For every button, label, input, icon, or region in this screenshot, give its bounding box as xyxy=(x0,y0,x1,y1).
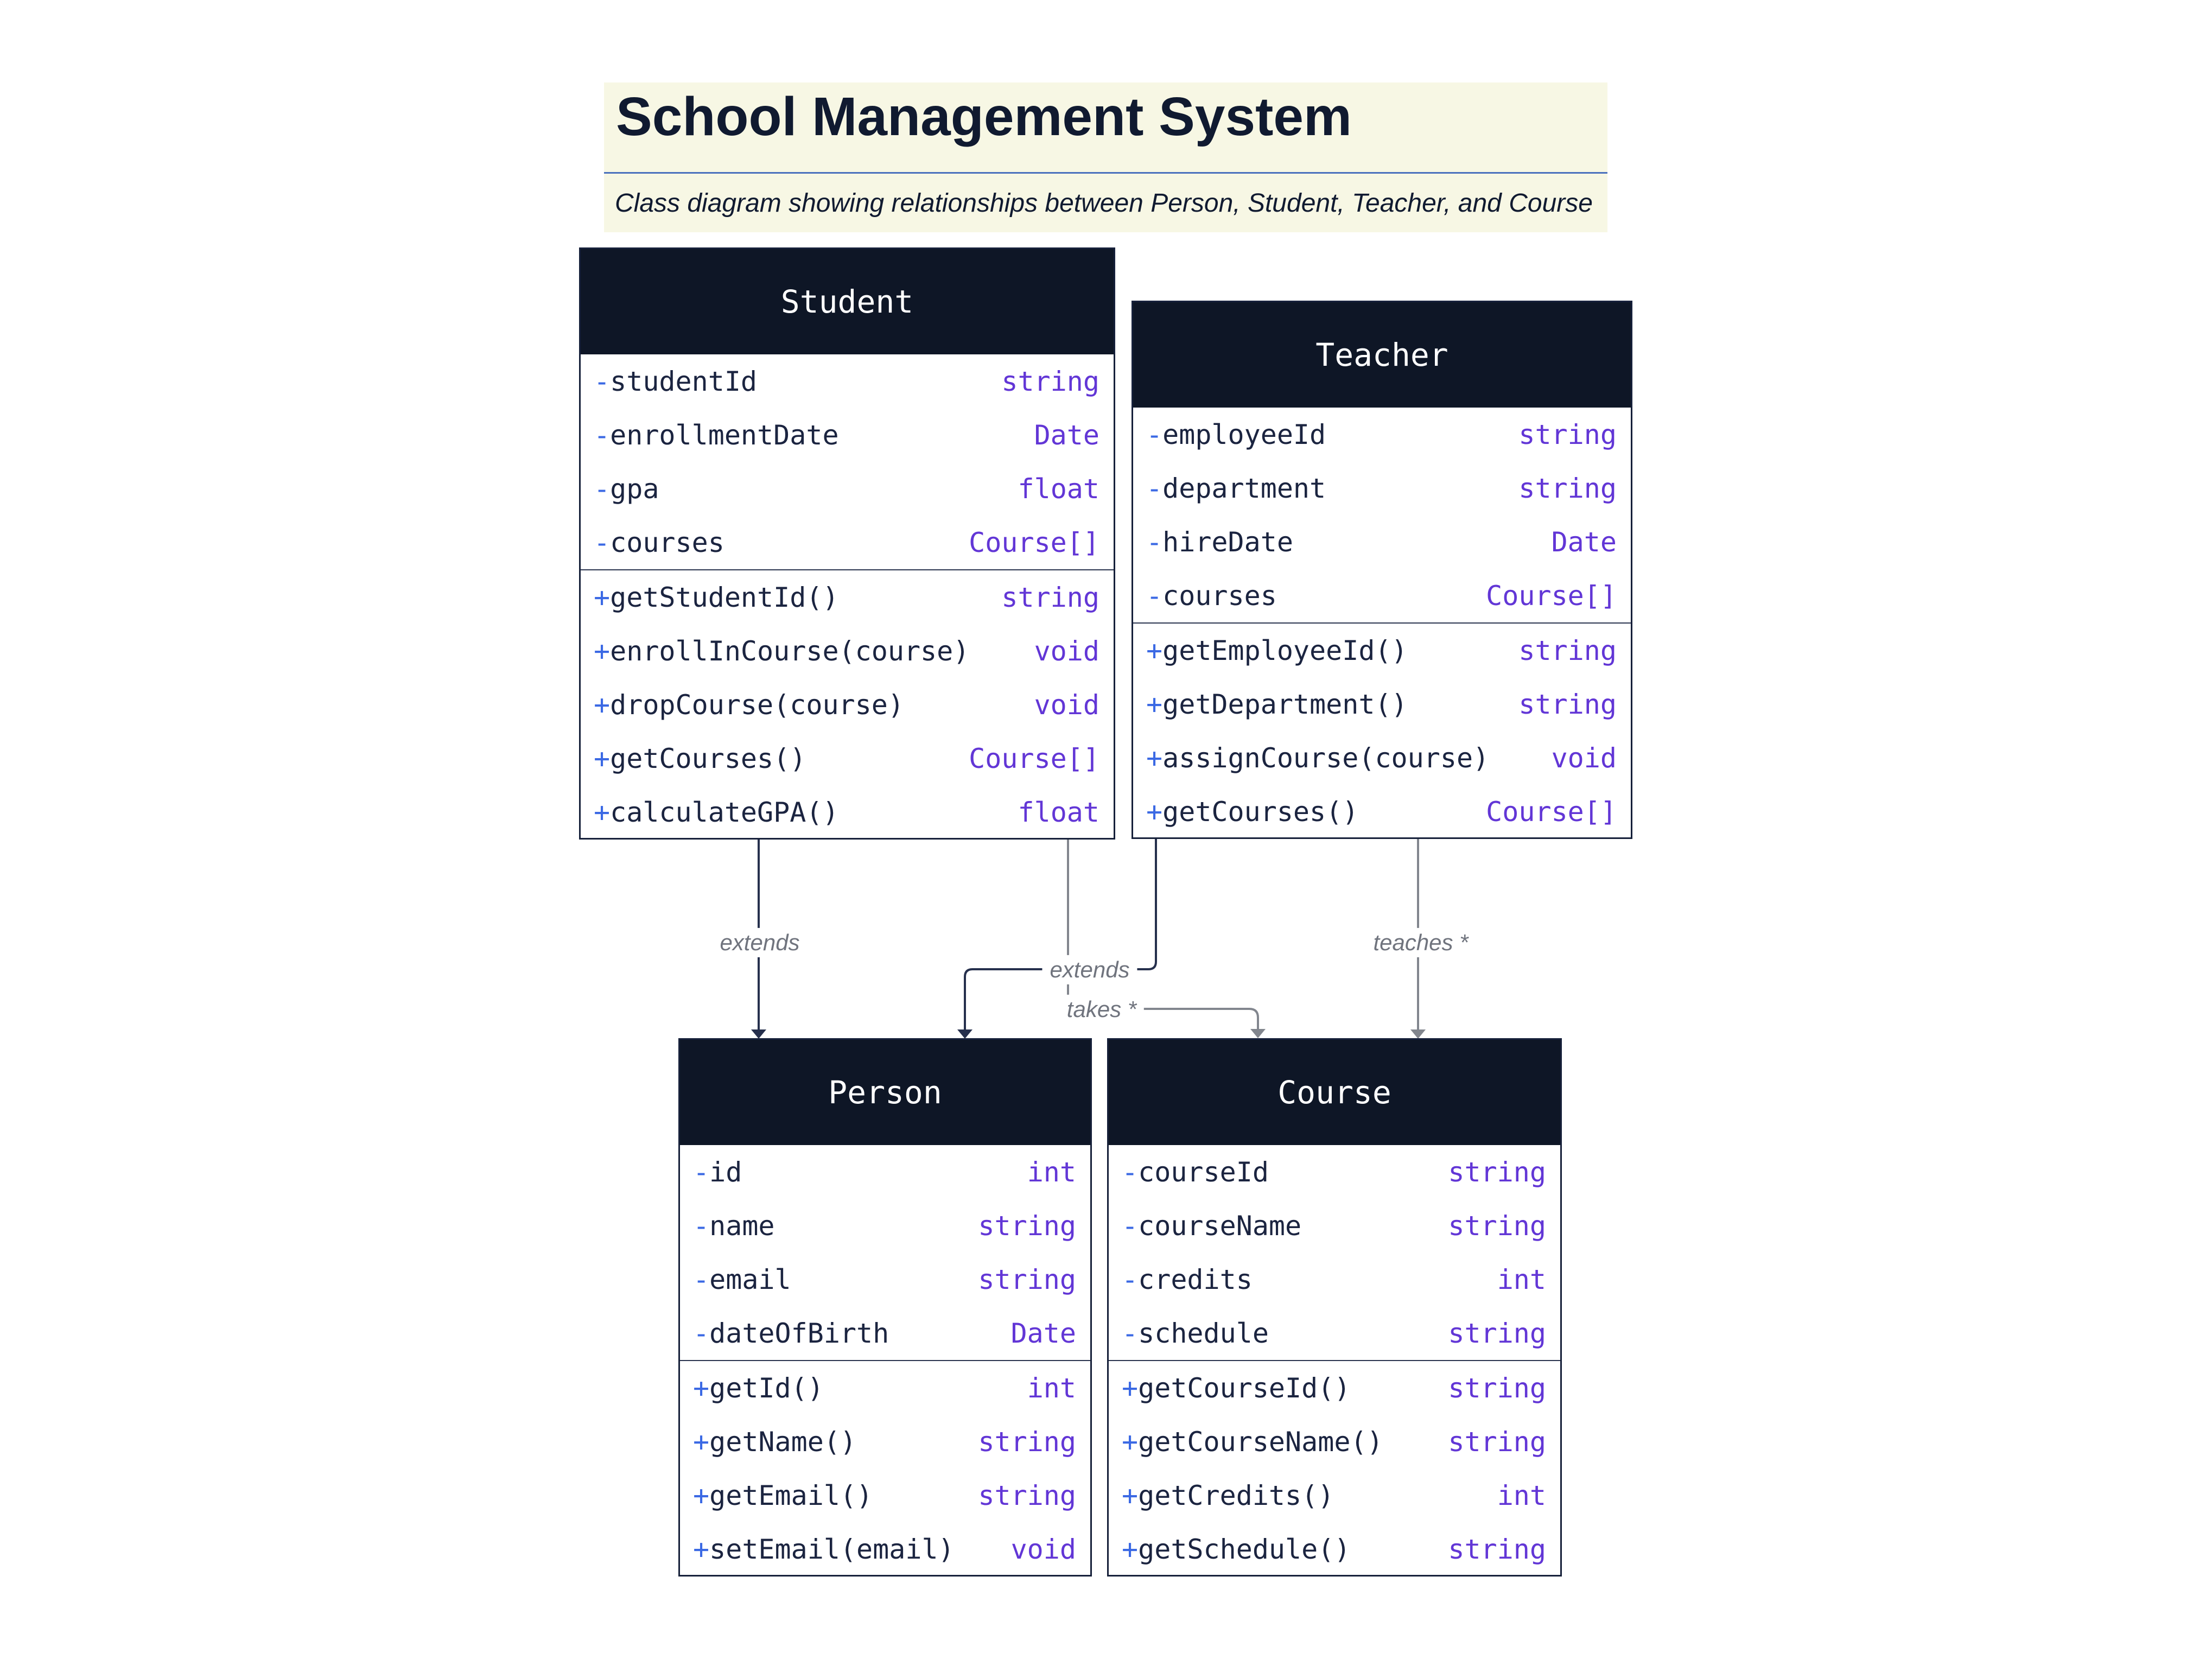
member-type: int xyxy=(1497,1479,1546,1511)
attributes-section xyxy=(1109,1145,1560,1360)
member-row xyxy=(680,1253,1090,1306)
member-type: Course[] xyxy=(1486,796,1617,828)
member-visibility: - xyxy=(693,1317,710,1349)
member-name: id xyxy=(709,1156,742,1188)
member-visibility: + xyxy=(594,635,611,667)
member-visibility: + xyxy=(594,581,611,613)
member-name: name xyxy=(709,1210,775,1242)
member-visibility: + xyxy=(1146,796,1163,828)
member-row xyxy=(581,624,1114,678)
member-visibility: + xyxy=(1122,1533,1139,1565)
edge-label-takes-student-course: takes * xyxy=(1059,995,1144,1024)
member-visibility: - xyxy=(693,1263,710,1295)
class-box-student xyxy=(579,247,1115,840)
member-type: Date xyxy=(1034,419,1099,451)
member-name: courses xyxy=(1162,580,1277,612)
member-visibility: - xyxy=(1146,472,1163,504)
member-name: getSchedule() xyxy=(1138,1533,1351,1565)
class-title-course: Course xyxy=(1109,1040,1560,1145)
member-visibility: + xyxy=(693,1479,710,1511)
member-name: gpa xyxy=(610,473,659,505)
member-visibility: - xyxy=(1122,1156,1139,1188)
member-visibility: + xyxy=(1146,688,1163,720)
member-type: string xyxy=(1518,472,1617,504)
member-row xyxy=(581,570,1114,624)
member-visibility: - xyxy=(594,473,611,505)
member-name: getCourseId() xyxy=(1138,1372,1351,1404)
member-type: int xyxy=(1497,1263,1546,1295)
member-type: string xyxy=(978,1426,1076,1458)
member-type: string xyxy=(1518,418,1617,450)
member-type: Course[] xyxy=(969,526,1099,558)
member-name: courseName xyxy=(1138,1210,1302,1242)
member-name: credits xyxy=(1138,1263,1253,1295)
member-name: calculateGPA() xyxy=(610,796,839,828)
edge-label-extends-teacher-person: extends xyxy=(1042,955,1137,984)
class-members-teacher xyxy=(1133,408,1631,838)
member-visibility: - xyxy=(1122,1317,1139,1349)
member-visibility: + xyxy=(1122,1479,1139,1511)
class-box-teacher xyxy=(1132,301,1632,839)
edge-label-extends-student-person: extends xyxy=(712,928,807,957)
member-type: int xyxy=(1027,1156,1076,1188)
member-visibility: + xyxy=(693,1372,710,1404)
member-type: string xyxy=(1518,688,1617,720)
attributes-section xyxy=(1133,408,1631,622)
member-type: string xyxy=(1448,1156,1546,1188)
methods-section xyxy=(581,569,1114,839)
member-name: getCredits() xyxy=(1138,1479,1334,1511)
member-name: getCourses() xyxy=(610,742,806,774)
member-row xyxy=(1109,1199,1560,1253)
member-visibility: - xyxy=(693,1156,710,1188)
member-visibility: - xyxy=(594,526,611,558)
member-name: setEmail(email) xyxy=(709,1533,955,1565)
member-row xyxy=(1109,1415,1560,1469)
member-name: getName() xyxy=(709,1426,857,1458)
member-row xyxy=(1109,1145,1560,1199)
member-row xyxy=(1109,1469,1560,1522)
member-type: void xyxy=(1010,1533,1076,1565)
class-title-person: Person xyxy=(680,1040,1090,1145)
member-row xyxy=(581,732,1114,785)
member-row xyxy=(680,1306,1090,1360)
member-name: getCourses() xyxy=(1162,796,1359,828)
member-row xyxy=(1133,785,1631,838)
member-visibility: + xyxy=(1146,634,1163,666)
member-visibility: + xyxy=(594,742,611,774)
member-row xyxy=(1109,1253,1560,1306)
member-type: string xyxy=(1448,1426,1546,1458)
methods-section xyxy=(680,1360,1090,1576)
member-visibility: - xyxy=(1122,1210,1139,1242)
member-row xyxy=(1133,624,1631,677)
member-row xyxy=(581,408,1114,462)
member-name: studentId xyxy=(610,365,758,397)
member-row xyxy=(1133,677,1631,731)
member-type: Date xyxy=(1010,1317,1076,1349)
member-name: getDepartment() xyxy=(1162,688,1408,720)
member-visibility: + xyxy=(1122,1426,1139,1458)
member-visibility: - xyxy=(594,419,611,451)
member-name: getId() xyxy=(709,1372,824,1404)
member-type: void xyxy=(1034,635,1099,667)
class-members-course xyxy=(1109,1145,1560,1576)
methods-section xyxy=(1109,1360,1560,1576)
member-row xyxy=(581,678,1114,732)
member-name: getEmail() xyxy=(709,1479,873,1511)
member-row xyxy=(581,462,1114,516)
member-row xyxy=(680,1199,1090,1253)
member-type: int xyxy=(1027,1372,1076,1404)
class-title-teacher: Teacher xyxy=(1133,302,1631,408)
arrowhead-icon xyxy=(1410,1029,1426,1039)
member-visibility: + xyxy=(594,796,611,828)
arrowhead-icon xyxy=(751,1029,766,1039)
member-name: employeeId xyxy=(1162,418,1326,450)
member-visibility: - xyxy=(1146,526,1163,558)
class-box-course xyxy=(1107,1038,1562,1577)
member-name: enrollInCourse(course) xyxy=(610,635,970,667)
member-name: email xyxy=(709,1263,791,1295)
member-row xyxy=(581,516,1114,569)
member-row xyxy=(1133,461,1631,515)
title-divider xyxy=(604,172,1607,174)
member-type: string xyxy=(1448,1210,1546,1242)
member-type: float xyxy=(1018,473,1099,505)
member-visibility: + xyxy=(1122,1372,1139,1404)
member-visibility: - xyxy=(1146,418,1163,450)
arrowhead-icon xyxy=(1250,1029,1266,1038)
edge-label-teaches-teacher-course: teaches * xyxy=(1365,928,1476,957)
member-name: assignCourse(course) xyxy=(1162,742,1490,774)
member-type: void xyxy=(1034,689,1099,721)
attributes-section xyxy=(680,1145,1090,1360)
member-type: string xyxy=(978,1210,1076,1242)
member-type: string xyxy=(1448,1533,1546,1565)
methods-section xyxy=(1133,622,1631,838)
member-name: enrollmentDate xyxy=(610,419,839,451)
member-visibility: + xyxy=(693,1533,710,1565)
member-type: string xyxy=(1001,365,1099,397)
member-row xyxy=(581,354,1114,408)
member-name: schedule xyxy=(1138,1317,1269,1349)
member-row xyxy=(1109,1522,1560,1576)
member-row xyxy=(680,1522,1090,1576)
member-visibility: - xyxy=(1146,580,1163,612)
class-box-person xyxy=(678,1038,1092,1577)
member-row xyxy=(1109,1361,1560,1415)
title-block xyxy=(604,82,1607,232)
member-type: Date xyxy=(1551,526,1617,558)
member-name: dropCourse(course) xyxy=(610,689,904,721)
member-type: string xyxy=(1518,634,1617,666)
member-type: float xyxy=(1018,796,1099,828)
member-row xyxy=(1133,731,1631,785)
member-row xyxy=(680,1145,1090,1199)
member-name: getCourseName() xyxy=(1138,1426,1383,1458)
member-visibility: - xyxy=(1122,1263,1139,1295)
class-members-person xyxy=(680,1145,1090,1576)
member-name: getStudentId() xyxy=(610,581,839,613)
member-type: string xyxy=(1448,1317,1546,1349)
member-name: courses xyxy=(610,526,724,558)
member-visibility: - xyxy=(594,365,611,397)
member-type: string xyxy=(978,1263,1076,1295)
member-visibility: + xyxy=(1146,742,1163,774)
arrowhead-icon xyxy=(957,1029,972,1039)
class-title-student: Student xyxy=(581,249,1114,354)
member-name: dateOfBirth xyxy=(709,1317,889,1349)
member-row xyxy=(1109,1306,1560,1360)
member-visibility: + xyxy=(594,689,611,721)
member-visibility: - xyxy=(693,1210,710,1242)
member-row xyxy=(680,1361,1090,1415)
member-name: department xyxy=(1162,472,1326,504)
member-name: getEmployeeId() xyxy=(1162,634,1408,666)
member-type: Course[] xyxy=(969,742,1099,774)
member-row xyxy=(1133,569,1631,622)
member-name: courseId xyxy=(1138,1156,1269,1188)
member-visibility: + xyxy=(693,1426,710,1458)
member-row xyxy=(680,1469,1090,1522)
member-type: Course[] xyxy=(1486,580,1617,612)
member-type: string xyxy=(978,1479,1076,1511)
page-subtitle: Class diagram showing relationships between Person, Student, Teacher, and Course xyxy=(615,189,1593,218)
member-row xyxy=(1133,515,1631,569)
class-members-student xyxy=(581,354,1114,839)
member-type: string xyxy=(1448,1372,1546,1404)
member-type: void xyxy=(1551,742,1617,774)
member-name: hireDate xyxy=(1162,526,1293,558)
member-row xyxy=(680,1415,1090,1469)
attributes-section xyxy=(581,354,1114,569)
page-title: School Management System xyxy=(616,86,1352,147)
member-type: string xyxy=(1001,581,1099,613)
member-row xyxy=(581,785,1114,839)
member-row xyxy=(1133,408,1631,461)
